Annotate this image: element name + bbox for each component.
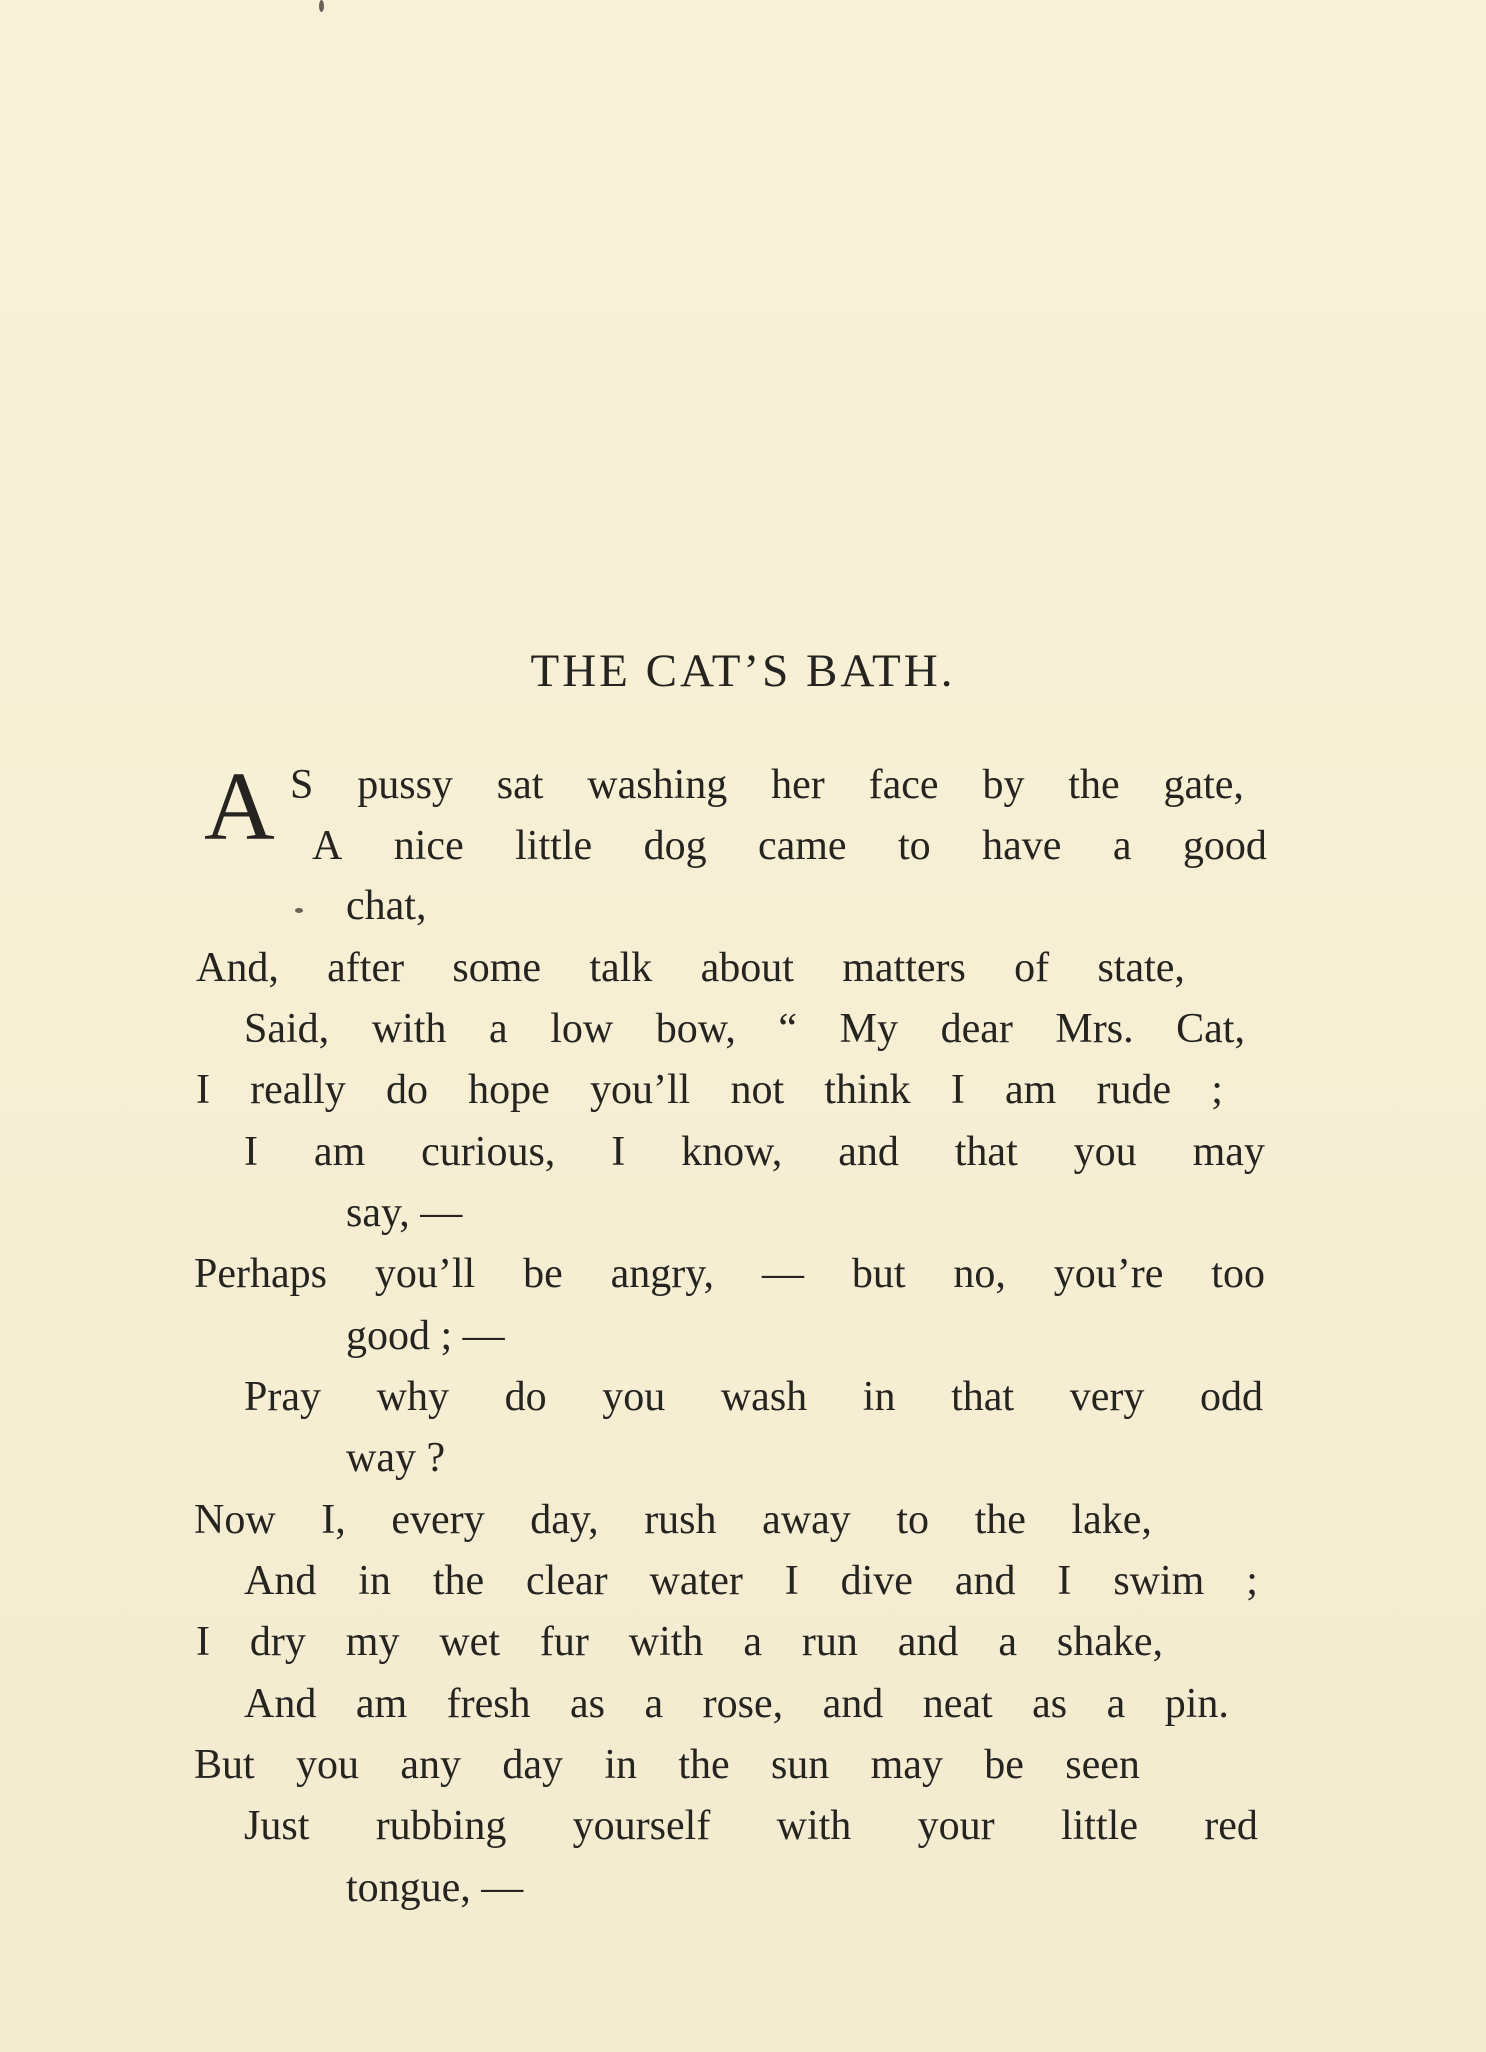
poem-line: way ?	[346, 1435, 446, 1481]
poem-word: you’ll	[374, 1251, 476, 1297]
poem-word: you	[1073, 1129, 1137, 1175]
poem-word: My	[839, 1006, 898, 1052]
poem-word: dive	[840, 1558, 913, 1604]
poem-line	[196, 1621, 1163, 1663]
poem-word: S	[290, 762, 314, 808]
poem-word: am	[313, 1129, 366, 1175]
poem-word: I	[196, 1067, 210, 1113]
poem-word: low	[550, 1006, 614, 1052]
poem-word: Perhaps	[194, 1251, 327, 1297]
poem-word: dear	[940, 1006, 1013, 1052]
poem-word: I	[1057, 1558, 1072, 1604]
poem-word: water	[649, 1558, 743, 1604]
poem-word: but	[851, 1251, 906, 1297]
poem-word: think	[824, 1067, 911, 1113]
poem-word: dog	[643, 823, 707, 869]
poem-word: your	[917, 1803, 995, 1849]
poem-word: “	[778, 1006, 798, 1052]
poem-word: may	[1192, 1129, 1265, 1175]
poem-word: wet	[439, 1619, 500, 1665]
poem-word: state,	[1097, 945, 1185, 991]
poem-line	[244, 1560, 1258, 1602]
poem-word: a	[644, 1681, 664, 1727]
poem-word: of	[1014, 945, 1050, 991]
poem-word: be	[984, 1742, 1024, 1788]
poem-word: am	[355, 1681, 408, 1727]
poem-word: why	[376, 1374, 449, 1420]
poem-word: seen	[1065, 1742, 1140, 1788]
poem-line	[244, 1805, 1258, 1847]
poem-word: a	[743, 1619, 762, 1665]
poem-word: very	[1069, 1374, 1145, 1420]
poem-word: the	[974, 1497, 1026, 1543]
poem-word: you’ll	[589, 1067, 691, 1113]
poem-word: I	[244, 1129, 258, 1175]
poem-line	[244, 1131, 1265, 1173]
poem-word: sat	[496, 762, 544, 808]
poem-word: to	[896, 1497, 929, 1543]
poem-word: a	[1112, 823, 1132, 869]
poem-word: have	[982, 823, 1062, 869]
poem-line: chat,	[346, 883, 427, 929]
poem-line	[194, 1499, 1152, 1541]
poem-word: day	[502, 1742, 563, 1788]
poem-word: pussy	[357, 762, 453, 808]
poem-word: do	[385, 1067, 428, 1113]
poem-word: I	[196, 1619, 210, 1665]
poem-word: A	[312, 823, 343, 869]
poem-word: gate,	[1163, 762, 1244, 808]
poem-word: every	[391, 1497, 485, 1543]
poem-word: red	[1204, 1803, 1258, 1849]
poem-word: talk	[589, 945, 653, 991]
poem-word: shake,	[1056, 1619, 1163, 1665]
poem-word: to	[898, 823, 931, 869]
poem-word: and	[897, 1619, 959, 1665]
poem-word: rush	[644, 1497, 717, 1543]
poem-word: a	[998, 1619, 1017, 1665]
poem-word: and	[822, 1681, 884, 1727]
poem-word: Cat,	[1176, 1006, 1245, 1052]
poem-word: my	[345, 1619, 400, 1665]
poem-word: run	[801, 1619, 858, 1665]
poem-line	[194, 1744, 1140, 1786]
poem-word: Now	[194, 1497, 276, 1543]
poem-word: fur	[539, 1619, 589, 1665]
poem-word: in	[604, 1742, 637, 1788]
poem-title: THE CAT’S BATH.	[530, 645, 956, 697]
poem-word: rose,	[702, 1681, 784, 1727]
poem-line	[194, 1253, 1265, 1295]
poem-word: Said,	[244, 1006, 330, 1052]
poem-word: with	[776, 1803, 852, 1849]
poem-word: lake,	[1071, 1497, 1152, 1543]
poem-word: nice	[393, 823, 464, 869]
poem-word: you’re	[1053, 1251, 1164, 1297]
poem-word: that	[954, 1129, 1018, 1175]
poem-word: dry	[249, 1619, 306, 1665]
poem-word: after	[327, 945, 405, 991]
poem-line: say, —	[346, 1190, 463, 1236]
poem-word: ;	[1246, 1558, 1258, 1604]
poem-word: any	[400, 1742, 461, 1788]
poem-word: Pray	[244, 1374, 321, 1420]
poem-word: and	[838, 1129, 899, 1175]
poem-word: away	[762, 1497, 851, 1543]
poem-line	[312, 825, 1267, 867]
poem-word: odd	[1199, 1374, 1263, 1420]
poem-word: in	[358, 1558, 391, 1604]
poem-word: no,	[953, 1251, 1006, 1297]
poem-word: pin.	[1164, 1681, 1229, 1727]
poem-word: some	[452, 945, 542, 991]
poem-word: a	[1106, 1681, 1126, 1727]
poem-word: be	[523, 1251, 563, 1297]
poem-word: good	[1182, 823, 1267, 869]
poem-word: fresh	[446, 1681, 531, 1727]
poem-line	[244, 1008, 1245, 1050]
poem-word: little	[515, 823, 593, 869]
poem-line	[196, 1069, 1223, 1111]
poem-word: yourself	[572, 1803, 711, 1849]
poem-word: face	[868, 762, 939, 808]
poem-word: bow,	[655, 1006, 736, 1052]
poem-word: neat	[922, 1681, 993, 1727]
poem-word: you	[602, 1374, 666, 1420]
poem-word: matters	[842, 945, 966, 991]
poem-word: the	[1068, 762, 1120, 808]
poem-word: really	[250, 1067, 346, 1113]
poem-word: wash	[720, 1374, 808, 1420]
poem-word: curious,	[421, 1129, 556, 1175]
poem-word: I	[950, 1067, 965, 1113]
poem-line: tongue, —	[346, 1865, 524, 1911]
poem-word: do	[504, 1374, 547, 1420]
poem-word: rubbing	[375, 1803, 507, 1849]
poem-word: But	[194, 1742, 255, 1788]
poem-word: ;	[1211, 1067, 1223, 1113]
poem-word: with	[628, 1619, 704, 1665]
poem-word: I	[784, 1558, 799, 1604]
poem-word: too	[1211, 1251, 1265, 1297]
poem-line: good ; —	[346, 1313, 505, 1359]
poem-word: rude	[1096, 1067, 1172, 1113]
poem-word: as	[1032, 1681, 1068, 1727]
poem-word: am	[1004, 1067, 1057, 1113]
poem-word: the	[432, 1558, 485, 1604]
poem-word: by	[982, 762, 1025, 808]
poem-word: I	[611, 1129, 626, 1175]
poem-word: hope	[468, 1067, 550, 1113]
poem-word: a	[488, 1006, 508, 1052]
poem-word: with	[371, 1006, 447, 1052]
poem-word: little	[1060, 1803, 1138, 1849]
poem-line	[290, 764, 1244, 806]
poem-word: Just	[244, 1803, 310, 1849]
drop-cap: A	[204, 753, 275, 861]
poem-word: sun	[770, 1742, 830, 1788]
poem-word: Mrs.	[1055, 1006, 1134, 1052]
poem-word: —	[761, 1251, 804, 1297]
poem-word: And	[244, 1681, 317, 1727]
poem-word: the	[678, 1742, 730, 1788]
poem-word: swim	[1113, 1558, 1205, 1604]
poem-word: in	[862, 1374, 896, 1420]
poem-word: day,	[530, 1497, 599, 1543]
poem-line	[244, 1376, 1263, 1418]
poem-word: And	[244, 1558, 317, 1604]
poem-word: may	[870, 1742, 943, 1788]
poem-word: her	[771, 762, 825, 808]
poem-word: angry,	[610, 1251, 715, 1297]
poem-word: as	[570, 1681, 606, 1727]
poem-word: about	[700, 945, 794, 991]
poem-word: that	[951, 1374, 1015, 1420]
poem-word: and	[954, 1558, 1016, 1604]
poem-word: clear	[526, 1558, 608, 1604]
poem-word: know,	[681, 1129, 783, 1175]
poem-word: And,	[196, 945, 279, 991]
poem-line	[244, 1683, 1229, 1725]
poem-word: not	[730, 1067, 785, 1113]
poem-word: washing	[587, 762, 728, 808]
poem-line	[196, 947, 1185, 989]
poem-word: you	[296, 1742, 360, 1788]
poem-word: I,	[321, 1497, 346, 1543]
poem-word: came	[757, 823, 847, 869]
